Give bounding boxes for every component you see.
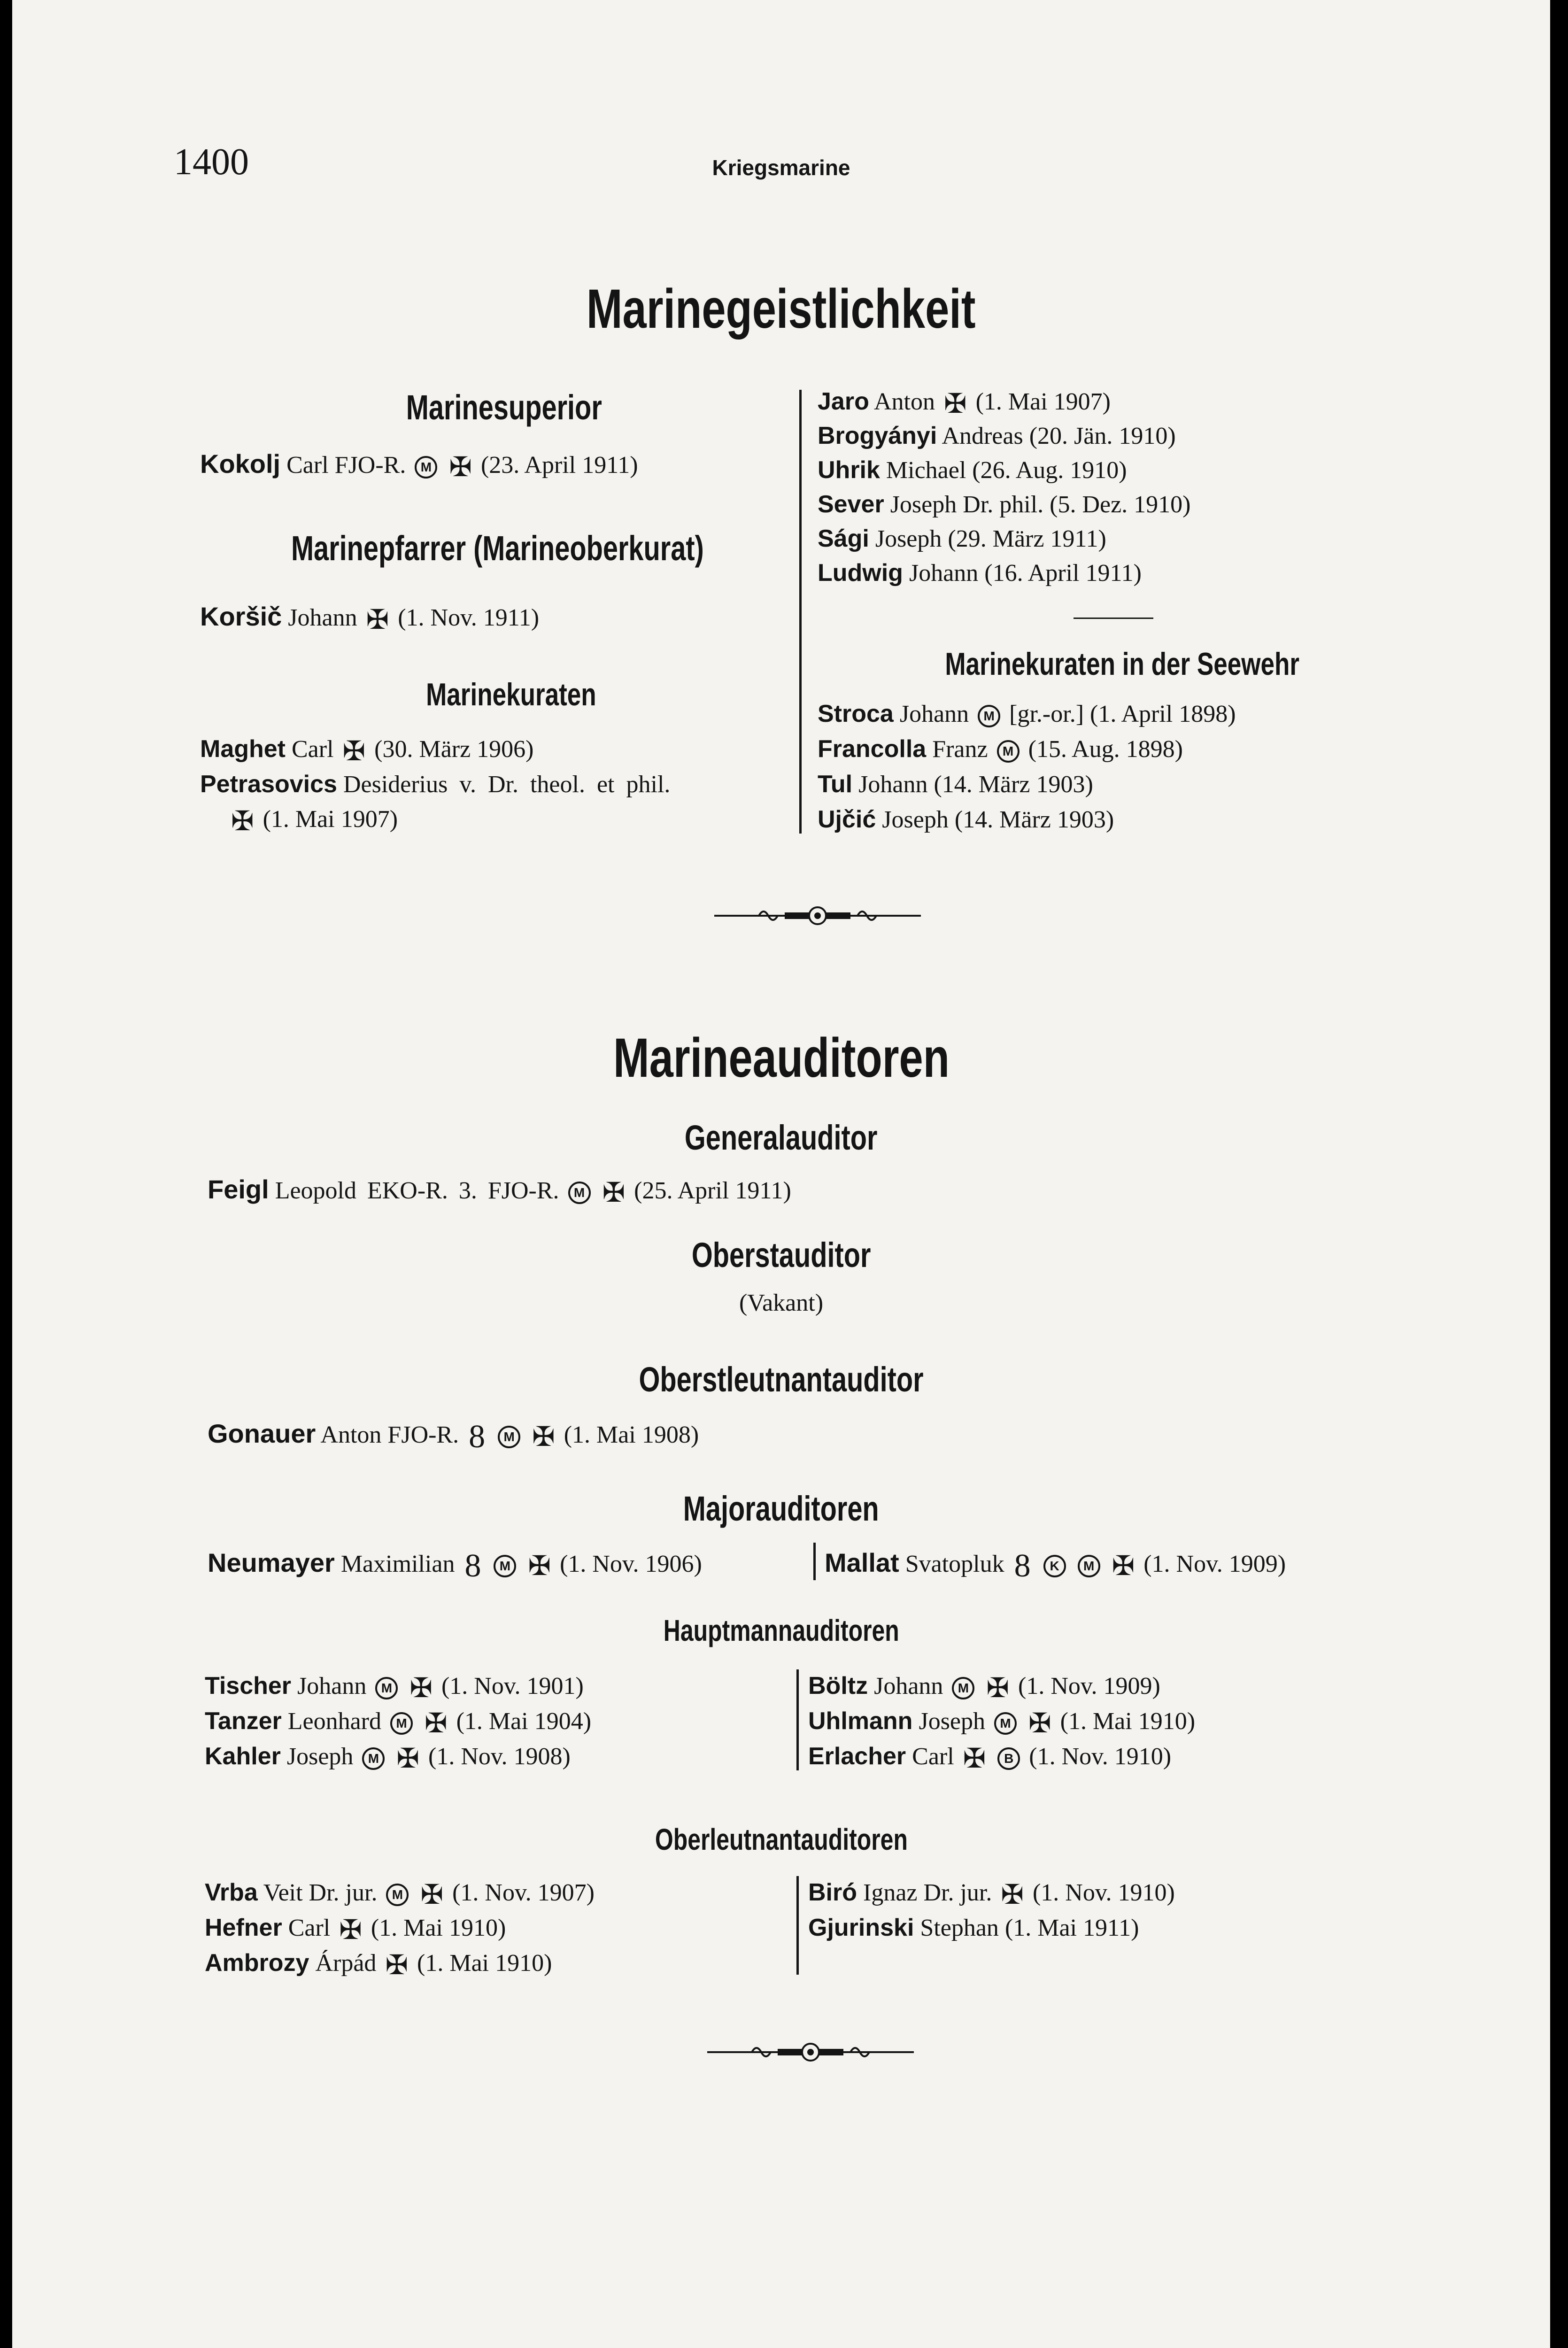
- entry-petrasovics: Petrasovics Desiderius v. Dr. theol. et phil.: [200, 771, 671, 798]
- m-badge-icon: M: [390, 1712, 413, 1735]
- heading-generalauditor: Generalauditor: [685, 1118, 878, 1157]
- entry-sever: Sever Joseph Dr. phil. (5. Dez. 1910): [818, 491, 1191, 518]
- m-badge-icon: M: [568, 1182, 591, 1204]
- entry-korsic: Koršič Johann ✠ (1. Nov. 1911): [200, 602, 540, 635]
- entry-ludwig: Ludwig Johann (16. April 1911): [818, 559, 1142, 587]
- document-page: [12, 0, 1550, 2348]
- entry-jaro: Jaro Anton ✠ (1. Mai 1907): [818, 388, 1111, 419]
- entry-kokolj: Kokolj Carl FJO-R. M ✠ (23. April 1911): [200, 449, 638, 483]
- entry-ujcic: Ujčić Joseph (14. März 1903): [818, 806, 1114, 833]
- military-merit-icon: 8: [1014, 1548, 1031, 1584]
- entry-francolla: Francolla Franz M (15. Aug. 1898): [818, 735, 1183, 763]
- heading-oberstauditor: Oberstauditor: [691, 1236, 871, 1274]
- heading-majorauditoren: Majorauditoren: [683, 1489, 879, 1528]
- heading-marinesuperior: Marinesuperior: [406, 388, 602, 427]
- b-badge-icon: B: [997, 1747, 1020, 1770]
- entry-gjurinski: Gjurinski Stephan (1. Mai 1911): [808, 1914, 1139, 1941]
- entry-maghet: Maghet Carl ✠ (30. März 1906): [200, 735, 534, 767]
- entry-petrasovics-cont: ✠ (1. Mai 1907): [231, 806, 398, 837]
- entry-sagi: Sági Joseph (29. März 1911): [818, 525, 1106, 552]
- cross-icon: ✠: [963, 1743, 986, 1774]
- entry-ambrozy: Ambrozy Árpád ✠ (1. Mai 1910): [205, 1949, 552, 1981]
- cross-icon: ✠: [1001, 1879, 1024, 1910]
- cross-icon: ✠: [231, 806, 254, 837]
- military-merit-icon: 8: [469, 1419, 486, 1455]
- entry-neumayer: Neumayer Maximilian 8 M ✠ (1. Nov. 1906): [208, 1548, 702, 1584]
- entry-gonauer: Gonauer Anton FJO-R. 8 M ✠ (1. Mai 1908): [208, 1419, 699, 1455]
- heading-seewehr: Marinekuraten in der Seewehr: [945, 646, 1300, 682]
- cross-icon: ✠: [1028, 1708, 1051, 1739]
- entry-hefner: Hefner Carl ✠ (1. Mai 1910): [205, 1914, 506, 1946]
- column-divider: [813, 1543, 816, 1580]
- column-divider: [799, 390, 802, 834]
- running-title: Kriegsmarine: [712, 155, 850, 180]
- cross-icon: ✠: [532, 1421, 555, 1452]
- heading-hauptmannauditoren: Hauptmannauditoren: [663, 1614, 899, 1647]
- m-badge-icon: M: [415, 456, 437, 479]
- cross-icon: ✠: [385, 1950, 409, 1981]
- cross-icon: ✠: [528, 1551, 551, 1582]
- column-divider: [796, 1876, 799, 1975]
- cross-icon: ✠: [449, 452, 472, 483]
- k-badge-icon: K: [1043, 1555, 1066, 1577]
- military-merit-icon: 8: [464, 1548, 481, 1584]
- entry-kahler: Kahler Joseph M ✠ (1. Nov. 1908): [205, 1743, 571, 1774]
- cross-icon: ✠: [396, 1743, 420, 1774]
- entry-erlacher: Erlacher Carl ✠ B (1. Nov. 1910): [808, 1743, 1172, 1774]
- cross-icon: ✠: [602, 1177, 626, 1208]
- entry-brogyanyi: Brogyányi Andreas (20. Jän. 1910): [818, 422, 1176, 449]
- m-badge-icon: M: [375, 1677, 398, 1699]
- entry-uhlmann: Uhlmann Joseph M ✠ (1. Mai 1910): [808, 1707, 1196, 1739]
- heading-oberstleutnantauditor: Oberstleutnantauditor: [639, 1360, 924, 1399]
- cross-icon: ✠: [342, 736, 366, 767]
- m-badge-icon: M: [498, 1426, 520, 1448]
- m-badge-icon: M: [994, 1712, 1017, 1735]
- m-badge-icon: M: [1078, 1555, 1100, 1577]
- heading-marinekuraten: Marinekuraten: [426, 677, 596, 712]
- m-badge-icon: M: [494, 1555, 516, 1577]
- cross-icon: ✠: [943, 388, 967, 419]
- short-divider: [1074, 618, 1153, 619]
- entry-uhrik: Uhrik Michael (26. Aug. 1910): [818, 456, 1127, 484]
- cross-icon: ✠: [409, 1673, 433, 1704]
- note-vakant: (Vakant): [739, 1290, 824, 1316]
- m-badge-icon: M: [997, 740, 1020, 763]
- cross-icon: ✠: [420, 1879, 444, 1910]
- entry-tul: Tul Johann (14. März 1903): [818, 771, 1093, 798]
- cross-icon: ✠: [339, 1915, 362, 1946]
- entry-boltz: Böltz Johann M ✠ (1. Nov. 1909): [808, 1672, 1160, 1704]
- entry-stroca: Stroca Johann M [gr.-or.] (1. April 1898): [818, 700, 1236, 727]
- entry-feigl: Feigl Leopold EKO-R. 3. FJO-R. M ✠ (25. April 1911): [208, 1174, 791, 1208]
- cross-icon: ✠: [1112, 1551, 1135, 1582]
- section-title-clergy: Marinegeistlichkeit: [587, 278, 976, 340]
- page-number: 1400: [174, 141, 249, 183]
- ornament-divider-icon: [707, 2040, 914, 2064]
- m-badge-icon: M: [362, 1747, 385, 1770]
- entry-biro: Biró Ignaz Dr. jur. ✠ (1. Nov. 1910): [808, 1879, 1175, 1910]
- cross-icon: ✠: [366, 604, 389, 635]
- cross-icon: ✠: [425, 1708, 448, 1739]
- heading-oberleutnantauditoren: Oberleutnantauditoren: [655, 1823, 908, 1856]
- m-badge-icon: M: [978, 705, 1000, 727]
- section-title-auditors: Marineauditoren: [613, 1027, 950, 1089]
- m-badge-icon: M: [952, 1677, 974, 1699]
- cross-icon: ✠: [986, 1673, 1010, 1704]
- entry-tanzer: Tanzer Leonhard M ✠ (1. Mai 1904): [205, 1707, 592, 1739]
- ornament-divider-icon: [714, 904, 921, 927]
- entry-vrba: Vrba Veit Dr. jur. M ✠ (1. Nov. 1907): [205, 1879, 595, 1910]
- entry-mallat: Mallat Svatopluk 8 K M ✠ (1. Nov. 1909): [825, 1548, 1286, 1584]
- m-badge-icon: M: [386, 1884, 409, 1906]
- heading-marinepfarrer: Marinepfarrer (Marineoberkurat): [291, 529, 704, 568]
- column-divider: [796, 1669, 799, 1770]
- entry-tischer: Tischer Johann M ✠ (1. Nov. 1901): [205, 1672, 584, 1704]
